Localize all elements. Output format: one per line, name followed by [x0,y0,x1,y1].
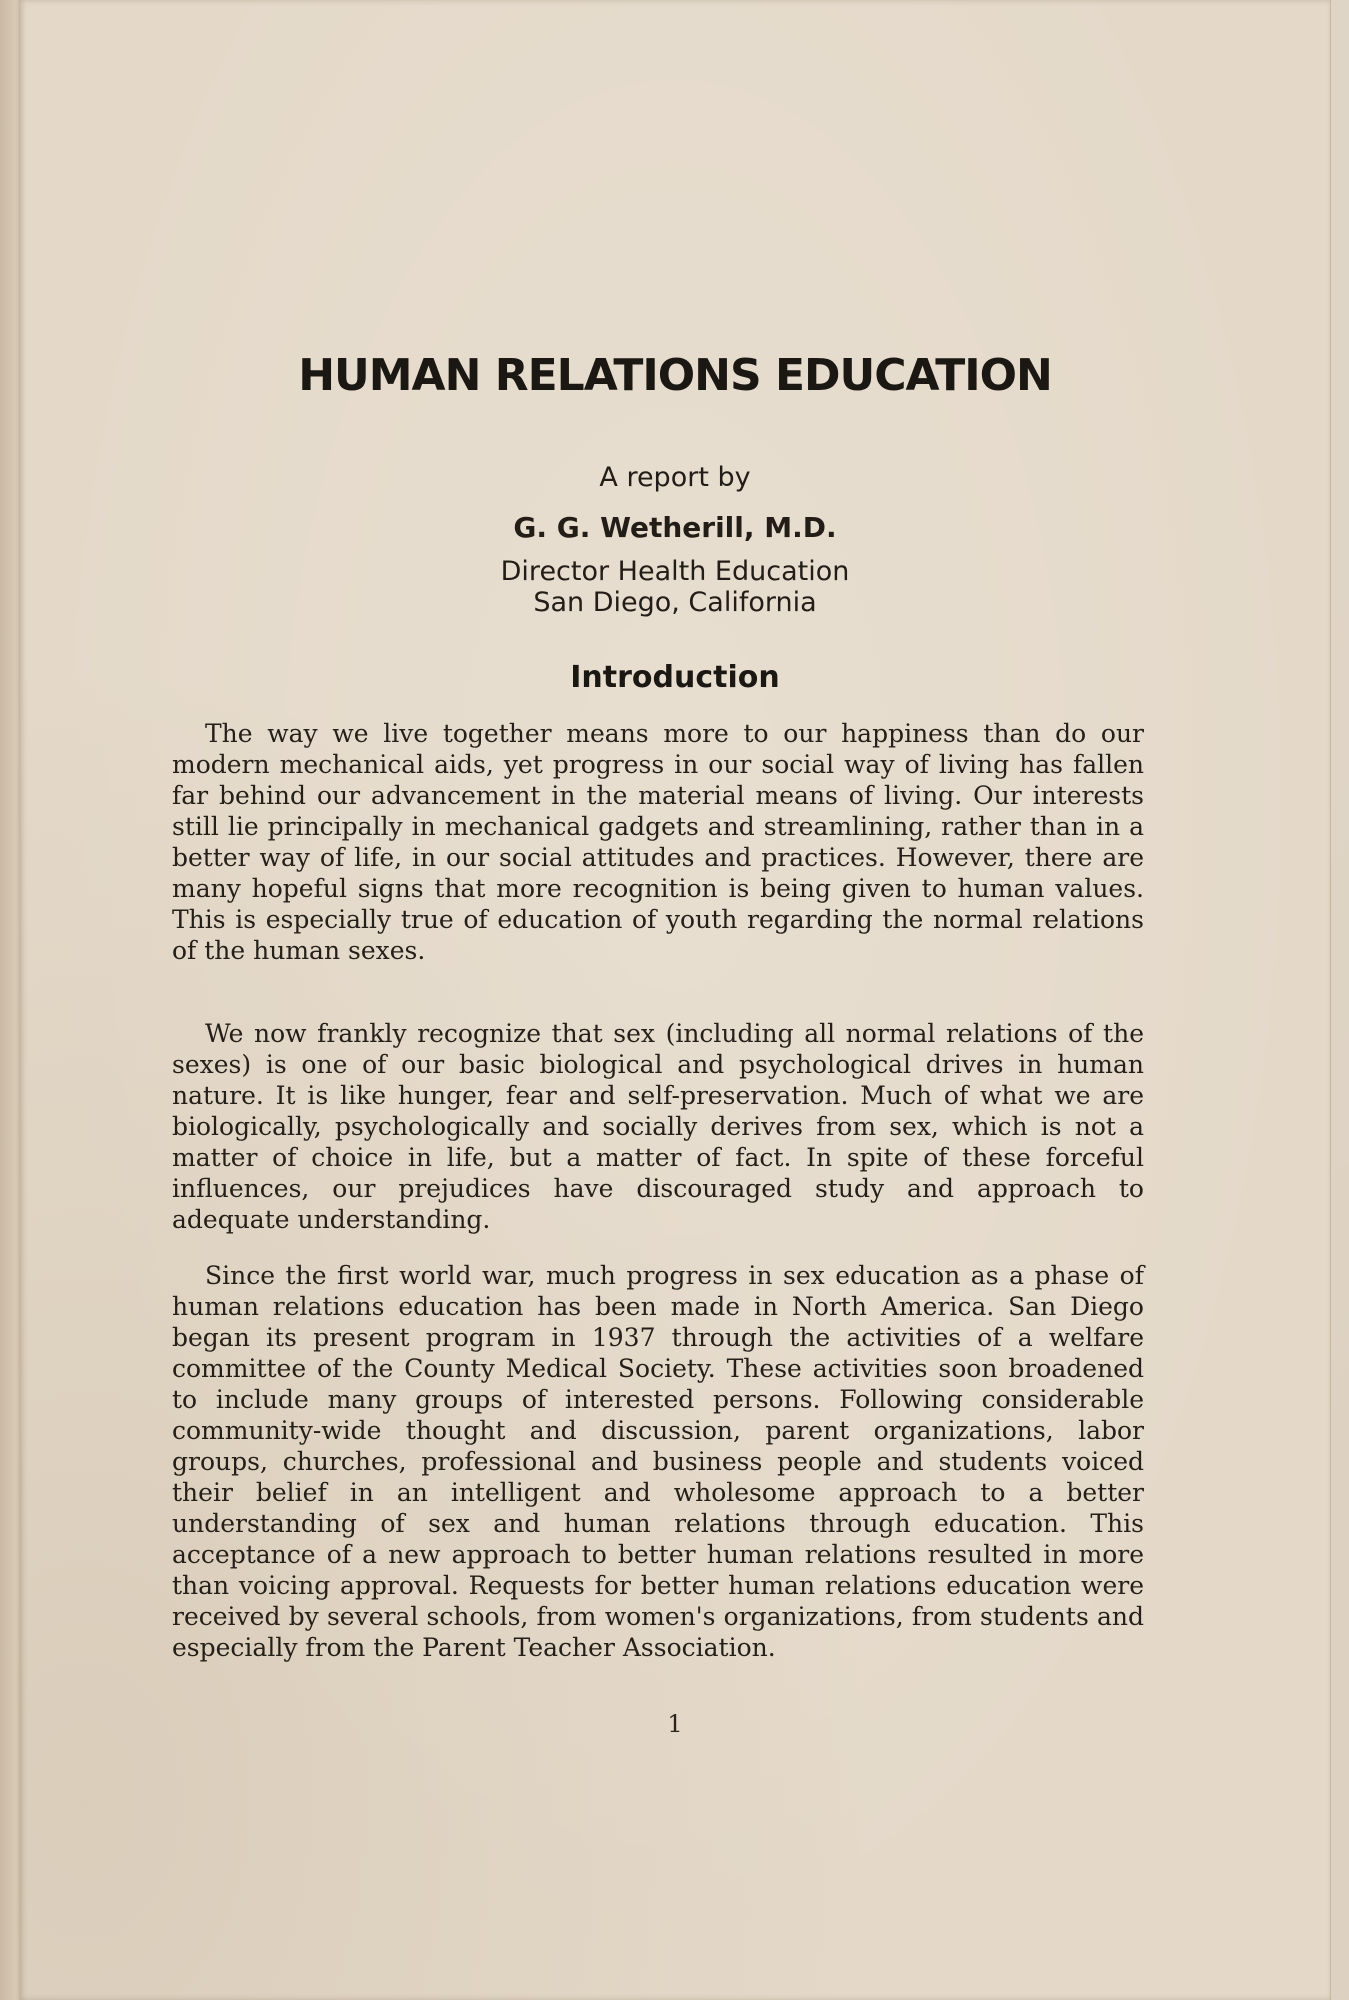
page-number: 1 [667,1710,683,1738]
paragraph-2: We now frankly recognize that sex (including all normal relations of the sexes) is one of our basic biological and psychological drives in human nature. It is like hunger, fear and self-preservation. Much of what we are biologically, psychologically and socially derives from sex, which is not a matter of choice in life, but a matter of fact. In spite of these forceful influences, our prejudices have discouraged study and approach to adequate understanding. [172,1019,1144,1234]
paragraph-1: The way we live together means more to our happiness than do our modern mechanical aids, yet progress in our social way of living has fallen far behind our advancement in the material means of living. Our interests still lie principally in mechanical gadgets and streamlining, rather than in a better way of life, in our social attitudes and practices. However, there are many hopeful signs that more recognition is being given to human values. This is especially true of education of youth regarding the normal relations of the human sexes. [172,719,1144,965]
paragraph-3: Since the first world war, much progress in sex education as a phase of human relations education has been made in North America. San Diego began its present program in 1937 through the activities of a welfare committee of the County Medical Society. These activities soon broadened to include many groups of interested persons. Following considerable community-wide thought and discussion, parent organizations, labor groups, churches, professional and business people and students voiced their belief in an intelligent and wholesome approach to a better understanding of sex and human relations through education. This acceptance of a new approach to better human relations resulted in more than voicing approval. Requests for better human relations education were received by several schools, from women's organizations, from students and especially from the Parent Teacher Association. [172,1261,1144,1662]
document-title: HUMAN RELATIONS EDUCATION [298,350,1052,401]
section-heading: Introduction [570,660,780,695]
document-page [20,0,1330,2000]
byline-location: San Diego, California [533,587,817,618]
byline-report-by: A report by [599,462,751,493]
byline-role: Director Health Education [500,556,850,587]
byline-author: G. G. Wetherill, M.D. [513,511,837,544]
